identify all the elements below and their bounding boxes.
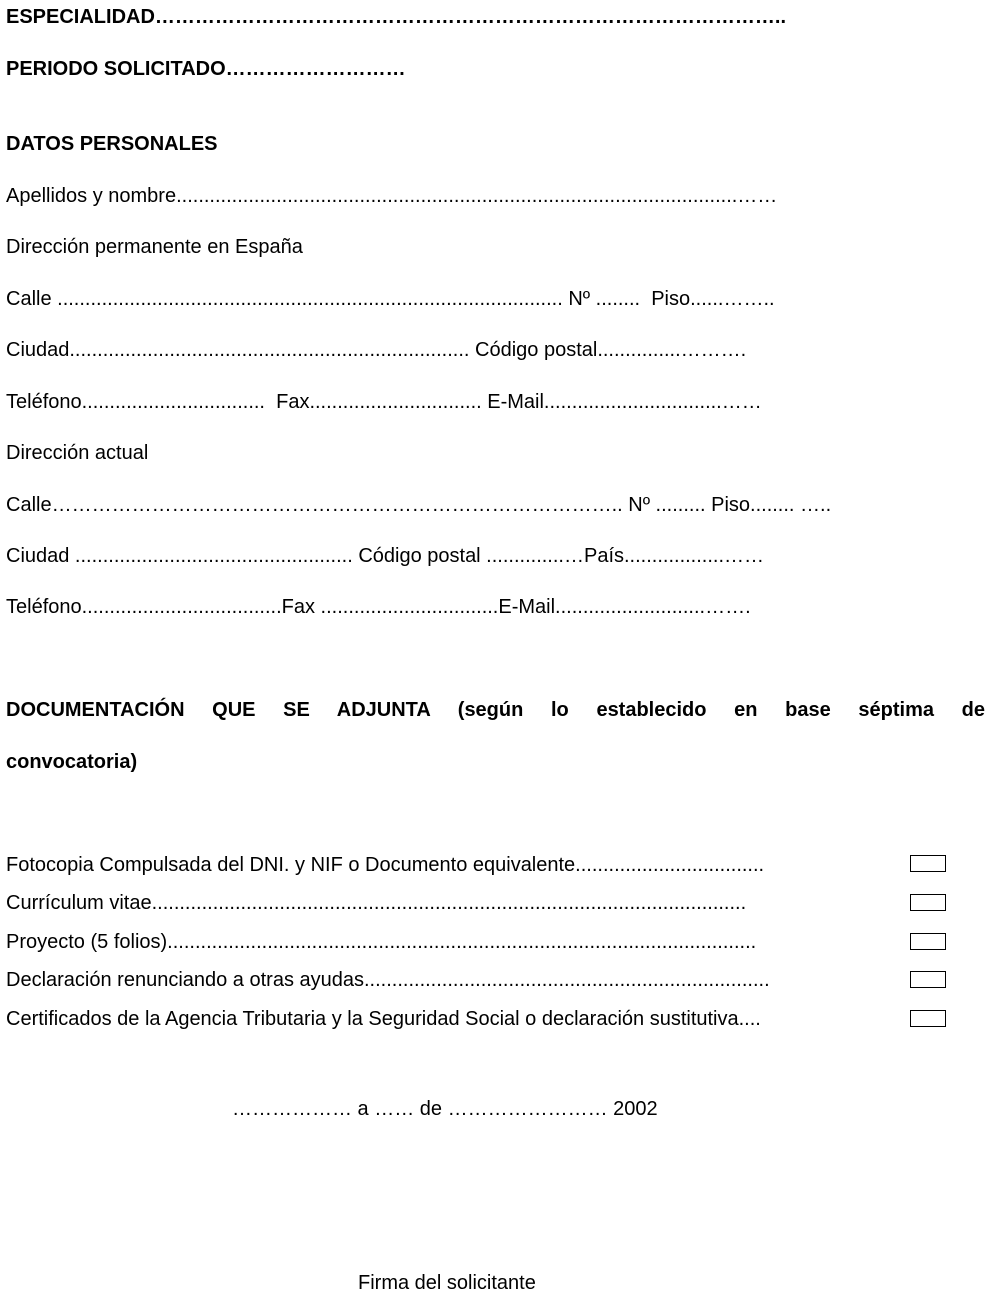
doc-checkbox-dni[interactable] [910,855,946,872]
telefono-line: Teléfono................................. Fax............................... E-Mail................................…… [6,391,762,413]
doc-item-dni: Fotocopia Compulsada del DNI. y NIF o Documento equivalente.................................. [6,854,765,876]
date-line: ……………… a …… de …………………… 2002 [232,1098,658,1120]
doc-checkbox-curriculum[interactable] [910,894,946,911]
calle-actual-line: Calle………………………………………………………………………….. Nº ......... Piso........ ….. [6,494,832,516]
documentacion-heading-cont: convocatoria) [6,751,138,773]
doc-checkbox-proyecto[interactable] [910,933,946,950]
datos-personales-heading: DATOS PERSONALES [6,133,218,155]
ciudad-line: Ciudad........................................................................ Código postal...............………. [6,339,747,361]
telefono-actual-line: Teléfono....................................Fax ................................E-Mail...........................……. [6,596,751,618]
ciudad-actual-line: Ciudad .................................................. Código postal ..............…País..................…… [6,545,765,567]
doc-item-curriculum: Currículum vitae........................................................................................................... [6,892,747,914]
doc-item-certificados: Certificados de la Agencia Tributaria y la Seguridad Social o declaración sustitutiva.... [6,1008,761,1030]
periodo-line: PERIODO SOLICITADO……………………… [6,58,406,80]
doc-item-declaracion: Declaración renunciando a otras ayudas......................................................................... [6,969,770,991]
doc-checkbox-certificados[interactable] [910,1010,946,1027]
documentacion-heading: DOCUMENTACIÓN QUE SE ADJUNTA (según lo establecido en base séptima de [6,699,985,721]
direccion-permanente-heading: Dirección permanente en España [6,236,303,258]
calle-line: Calle ........................................................................................... Nº ........ Piso......…….. [6,288,775,310]
doc-checkbox-declaracion[interactable] [910,971,946,988]
direccion-actual-heading: Dirección actual [6,442,149,464]
signature-label: Firma del solicitante [358,1272,536,1294]
doc-item-proyecto: Proyecto (5 folios).......................................................................................................... [6,931,757,953]
especialidad-line: ESPECIALIDAD………………………………………………………………………………….. [6,6,787,28]
apellidos-line: Apellidos y nombre.....................................................................................................…… [6,185,778,207]
